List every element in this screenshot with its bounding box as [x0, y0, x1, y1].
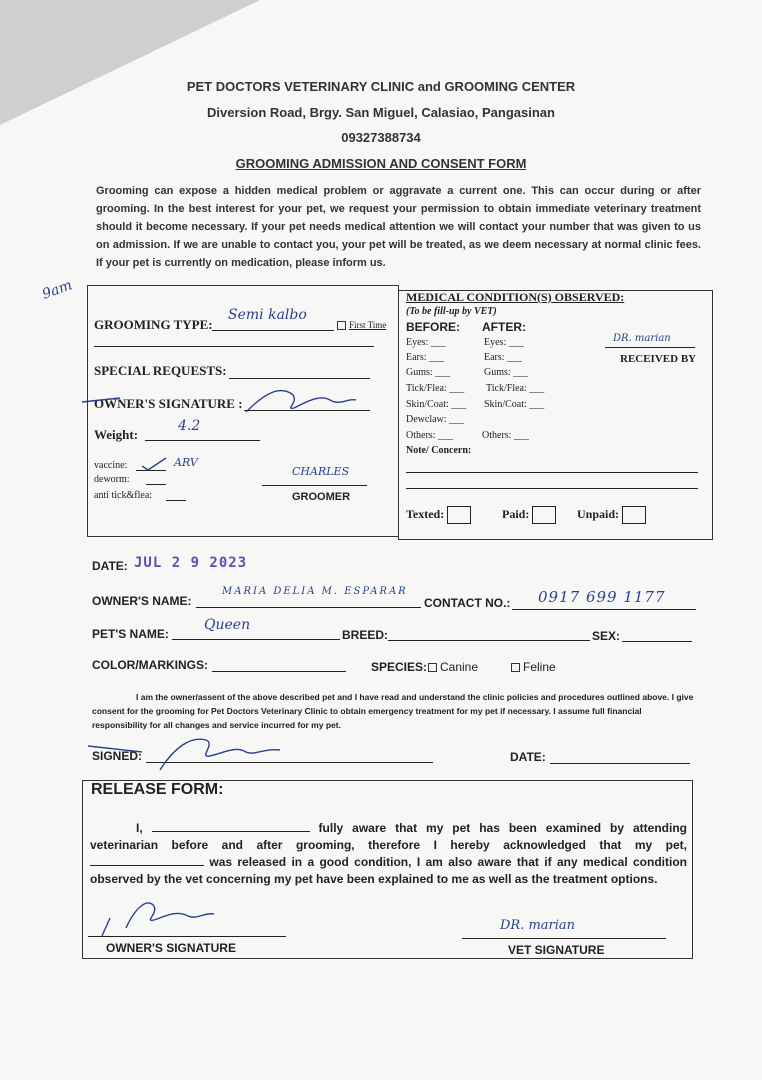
owner-name-label: OWNER'S NAME: — [92, 594, 192, 608]
pet-name-value[interactable]: Queen — [204, 617, 251, 633]
grooming-type-label: GROOMING TYPE: — [94, 317, 213, 332]
clinic-name: PET DOCTORS VETERINARY CLINIC and GROOMING CENTER — [186, 79, 576, 94]
margin-note: 9am — [40, 277, 75, 303]
release-vet-signature-label: VET SIGNATURE — [508, 943, 605, 957]
after-tick: Tick/Flea: ___ — [486, 383, 545, 394]
medical-subtitle: (To be fill-up by VET) — [406, 306, 497, 317]
vaccine-checkmark — [140, 456, 168, 472]
consent-signature-scribble — [86, 730, 286, 774]
owner-signature-label: OWNER'S SIGNATURE : — [94, 396, 243, 411]
after-gums: Gums: ___ — [484, 367, 529, 378]
groomer-label: GROOMER — [292, 491, 351, 503]
breed-label: BREED: — [342, 628, 389, 642]
vaccine-label: vaccine: — [94, 460, 128, 471]
owner-name-value[interactable]: MARIA DELIA M. ESPARAR — [222, 586, 408, 597]
first-time-checkbox[interactable] — [337, 320, 386, 330]
after-others: Others: ___ — [482, 430, 529, 441]
release-owner-signature-scribble — [96, 896, 226, 938]
color-label: COLOR/MARKINGS: — [92, 658, 208, 672]
antitick-label: anti tick&flea: — [94, 490, 153, 501]
signed-date-label: DATE: — [510, 750, 546, 764]
owner-signature-scribble — [80, 384, 370, 418]
after-skin: Skin/Coat: ___ — [484, 399, 545, 410]
dewclaw: Dewclaw: ___ — [406, 414, 465, 425]
pet-name-label: PET'S NAME: — [92, 627, 169, 641]
species-feline-option[interactable]: Feline — [511, 660, 556, 674]
medical-title: MEDICAL CONDITION(S) OBSERVED: — [406, 290, 625, 304]
release-vet-value[interactable]: DR. marian — [500, 918, 576, 933]
species-canine-option[interactable]: Canine — [428, 660, 478, 674]
before-eyes: Eyes: ___ — [406, 337, 446, 348]
release-paragraph: I, fully aware that my pet has been examined by attending veterinarian before and after grooming, therefore I hereby acknowledged that my pet, was released in a good condition, I am also aware that if any medical condition observed by the vet concerning my pet have been explained to me as well as the treatment options. — [90, 821, 688, 886]
special-requests-label: SPECIAL REQUESTS: — [94, 363, 227, 378]
before-tick: Tick/Flea: ___ — [406, 383, 465, 394]
deworm-label: deworm: — [94, 474, 130, 485]
first-time-label: First Time — [349, 320, 387, 330]
release-title: RELEASE FORM: — [91, 781, 224, 798]
form-title: GROOMING ADMISSION AND CONSENT FORM — [235, 156, 527, 171]
date-label: DATE: — [92, 559, 128, 573]
consent-paragraph: I am the owner/assent of the above described pet and I have read and understand the clinic policies and procedures outlined above. I give consent for the grooming for Pet Doctors Veterinary Clinic to obtain emergency treatment for my pet if necessary. I assume full financial responsibility for all changes and service incurred for my pet. — [92, 692, 694, 730]
note-concern-label: Note/ Concern: — [406, 445, 472, 456]
weight-label: Weight: — [94, 427, 139, 442]
clinic-address: Diversion Road, Brgy. San Miguel, Calasiao, Pangasinan — [207, 105, 555, 120]
vaccine-value[interactable]: ARV — [174, 456, 198, 469]
received-by-value[interactable]: DR. marian — [613, 333, 671, 344]
weight-value[interactable]: 4.2 — [178, 418, 201, 434]
received-by-label: RECEIVED BY — [620, 353, 697, 365]
after-eyes: Eyes: ___ — [484, 337, 524, 348]
intro-paragraph: Grooming can expose a hidden medical problem or aggravate a current one. This can occur during or after grooming. In the best interest for your pet, we request your permission to obtain immediate veterinary treatment should it become necessary. If your pet needs medical attention we will contact your number that was given to us on admission. If we are unable to contact you, your pet will be treated, as we deem necessary at normal clinic fees. If your pet is currently on medication, please inform us. — [96, 185, 701, 269]
before-ears: Ears: ___ — [406, 352, 445, 363]
after-label: AFTER: — [482, 320, 526, 334]
groomer-value[interactable]: CHARLES — [292, 465, 350, 478]
contact-value[interactable]: 0917 699 1177 — [538, 588, 666, 606]
before-skin: Skin/Coat: ___ — [406, 399, 467, 410]
date-stamp[interactable]: JUL 2 9 2023 — [134, 555, 248, 571]
before-label: BEFORE: — [406, 320, 460, 334]
release-owner-signature-label: OWNER'S SIGNATURE — [106, 941, 236, 955]
clinic-phone: 09327388734 — [341, 130, 421, 145]
grooming-type-value[interactable]: Semi kalbo — [228, 307, 307, 323]
unpaid-field[interactable]: Unpaid: — [577, 506, 646, 524]
after-ears: Ears: ___ — [484, 352, 523, 363]
contact-label: CONTACT NO.: — [424, 596, 511, 610]
before-gums: Gums: ___ — [406, 367, 451, 378]
texted-field[interactable]: Texted: — [406, 506, 471, 524]
before-others: Others: ___ — [406, 430, 453, 441]
paid-field[interactable]: Paid: — [502, 506, 556, 524]
species-label: SPECIES: — [371, 660, 428, 674]
sex-label: SEX: — [592, 629, 621, 643]
signed-label: SIGNED: — [92, 749, 143, 763]
